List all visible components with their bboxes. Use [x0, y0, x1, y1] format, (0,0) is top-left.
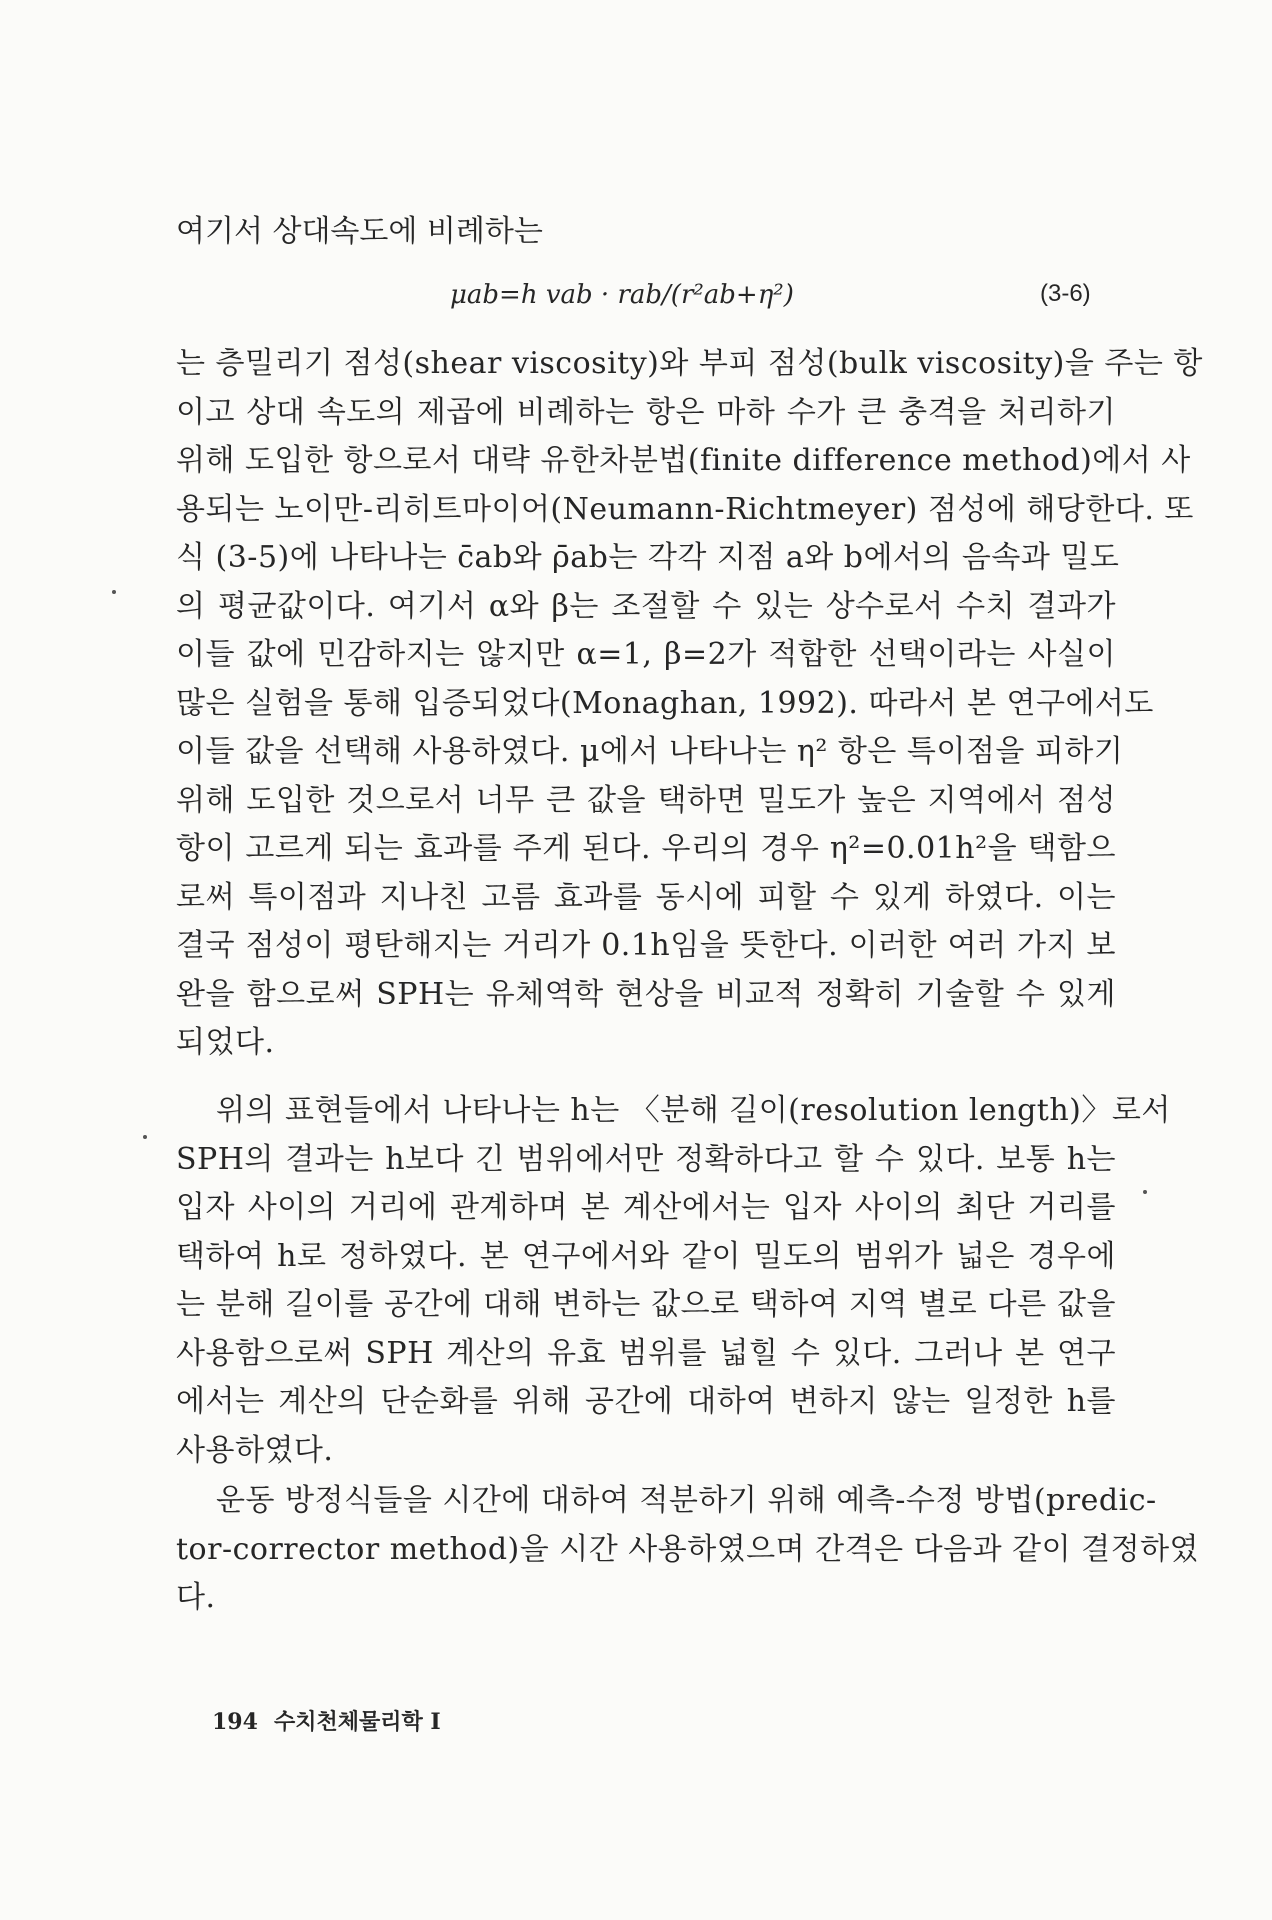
- text-line: 이들 값을 선택해 사용하였다. μ에서 나타나는 η² 항은 특이점을 피하기: [176, 734, 1124, 769]
- text-line: 의 평균값이다. 여기서 α와 β는 조절할 수 있는 상수로서 수치 결과가: [176, 588, 1116, 624]
- paragraph-3: [176, 1477, 1200, 1623]
- paragraph-1: [176, 340, 1203, 1068]
- text-line: 위해 도입한 것으로서 너무 큰 값을 택하면 밀도가 높은 지역에서 점성: [176, 782, 1116, 818]
- text-line: 이고 상대 속도의 제곱에 비례하는 항은 마하 수가 큰 충격을 처리하기: [176, 394, 1116, 430]
- text-line: 사용함으로써 SPH 계산의 유효 범위를 넓힐 수 있다. 그러나 본 연구: [176, 1335, 1116, 1371]
- text-line: 결국 점성이 평탄해지는 거리가 0.1h임을 뜻한다. 이러한 여러 가지 보: [176, 928, 1116, 963]
- text-line: 항이 고르게 되는 효과를 주게 된다. 우리의 경우 η²=0.01h²을 택함으: [176, 831, 1116, 866]
- text-line: SPH의 결과는 h보다 긴 범위에서만 정확하다고 할 수 있다. 보통 h는: [176, 1141, 1116, 1177]
- text-line: 많은 실험을 통해 입증되었다(Monaghan, 1992). 따라서 본 연구에서도: [176, 685, 1154, 721]
- text-line: 위해 도입한 항으로서 대략 유한차분법(finite difference method)에서 사: [176, 443, 1191, 478]
- paragraph-2: [176, 1087, 1171, 1475]
- text-line: 입자 사이의 거리에 관계하며 본 계산에서는 입자 사이의 최단 거리를: [176, 1190, 1116, 1225]
- text-line: 로써 특이점과 지나친 고름 효과를 동시에 피할 수 있게 하였다. 이는: [176, 879, 1116, 915]
- scan-speck: [112, 590, 116, 594]
- equation-3-6: μab=h vab · rab/(r²ab+η²): [450, 280, 794, 310]
- text-line: 운동 방정식들을 시간에 대하여 적분하기 위해 예측-수정 방법(predic-: [216, 1483, 1157, 1518]
- text-line: 에서는 계산의 단순화를 위해 공간에 대하여 변하지 않는 일정한 h를: [176, 1384, 1116, 1419]
- text-line: 택하여 h로 정하였다. 본 연구에서와 같이 밀도의 범위가 넓은 경우에: [176, 1238, 1116, 1274]
- text-line: 되었다.: [176, 1025, 275, 1060]
- scan-speck: [1143, 1190, 1147, 1194]
- text-line: tor-corrector method)을 시간 사용하였으며 간격은 다음과 같이 결정하였: [176, 1531, 1200, 1567]
- book-title: 수치천체물리학 I: [273, 1709, 441, 1735]
- text-line: 는 분해 길이를 공간에 대해 변하는 값으로 택하여 지역 별로 다른 값을: [176, 1287, 1116, 1322]
- text-line: 이들 값에 민감하지는 않지만 α=1, β=2가 적합한 선택이라는 사실이: [176, 637, 1116, 672]
- page-number: 194: [212, 1709, 258, 1735]
- text-line: 사용하였다.: [176, 1432, 334, 1468]
- page-footer: [212, 1705, 441, 1736]
- text-line: 식 (3-5)에 나타나는 c̄ab와 ρ̄ab는 각각 지점 a와 b에서의 음속과 밀도: [176, 540, 1120, 575]
- intro-line: 여기서 상대속도에 비례하는: [176, 214, 543, 249]
- equation-number: (3-6): [1040, 280, 1091, 307]
- scan-speck: [143, 1135, 147, 1139]
- text-line: 용되는 노이만-리히트마이어(Neumann-Richtmeyer) 점성에 해당한다. 또: [176, 491, 1194, 527]
- text-line: 위의 표현들에서 나타나는 h는 〈분해 길이(resolution length)〉로서: [216, 1093, 1171, 1128]
- text-line: 다.: [176, 1580, 216, 1615]
- text-line: 는 층밀리기 점성(shear viscosity)와 부피 점성(bulk viscosity)을 주는 항: [176, 346, 1203, 381]
- text-line: 완을 함으로써 SPH는 유체역학 현상을 비교적 정확히 기술할 수 있게: [176, 976, 1116, 1012]
